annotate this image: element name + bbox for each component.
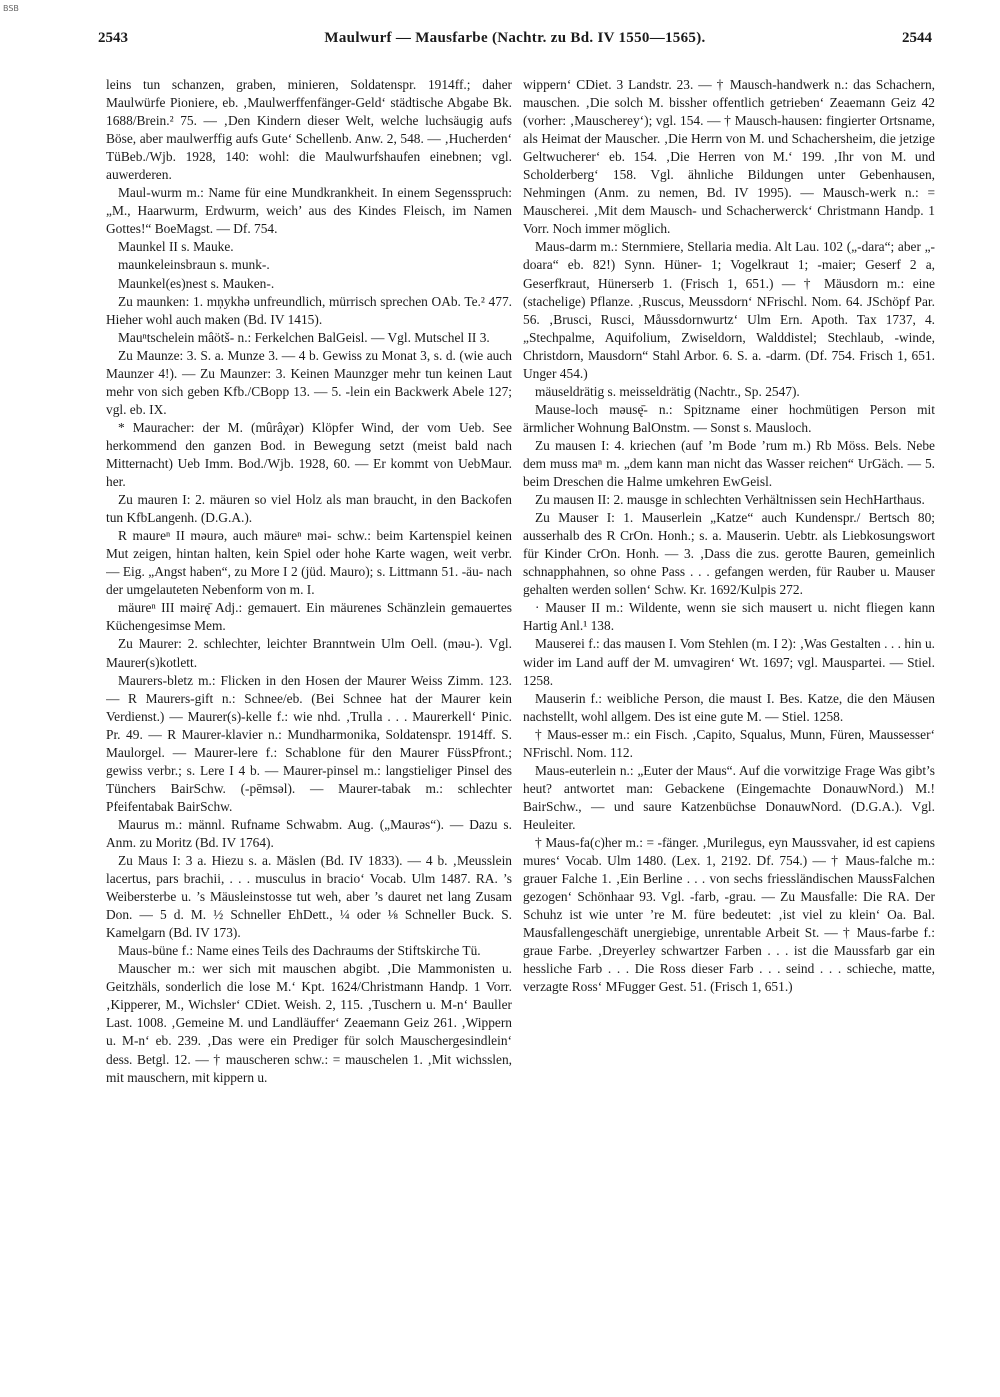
entry-mauracher: * Mauracher: der M. (mûrâχər) Klöpfer Wind, der vom Ueb. See herkommend den ganzen Bod. in Bewegung setzt (meist bald nach Mitternacht) Ueb Imm. Bod./Wjb. 1928, 60. — Er kommt von UebMaur. her. [106, 419, 512, 490]
entry-maus-buene: Maus-büne f.: Name eines Teils des Dachraums der Stiftskirche Tü. [118, 943, 481, 959]
entry-mauren-ii: R maureⁿ II məurə, auch mäureⁿ məi- schw.: beim Kartenspiel keinen Mut zeigen, hintan halten, kein Spiel oder hohe Karte wagen, weit verbr. — Eig. „Angst haben“, zu More I 2 (jüd. Mauro); s. Littmann 51. -äu- nach der umgelauteten Nebenform von m. I. [106, 528, 512, 598]
entry-maunkeleinsbraun: maunkeleinsbraun s. munk-. [118, 257, 270, 273]
entry-mausen-i: Zu mausen I: 4. kriechen (auf ’m Bode ’rum m.) Rb Möss. Bels. Nebe dem muss maⁿ m. „dem kann man nicht das Wasser reichen“ UrGäch. — 5. beim Dreschen die Halme umkehren EwGeisl. [523, 437, 935, 490]
entry-maus-esser: † Maus-esser m.: ein Fisch. ‚Capito, Squalus, Munn, Füren, Maussesser‘ NFrischl. Nom. 112. [523, 726, 935, 760]
entry-maus-i: Zu Maus I: 3 a. Hiezu s. a. Mäslen (Bd. IV 1833). — 4 b. ‚Meusslein lacertus, pars brachii, . . . musculus in bracio‘ Vocab. Ulm 1487. RA. ’s Weibersterbe u. ’s Mäusleinstosse tut weh, aber ’s dauret net lang Zusam Don. — 5 d. M. ½ Schneller EhDett., ¼ oder ⅛ Schneller Buck. S. Kamelgarn (Bd. IV 173). [106, 853, 512, 941]
entry-maulwurf-continued: leins tun schanzen, graben, minieren, Soldatenspr. 1914ff.; daher Maulwürfe Pioniere, eb. ‚Maulwerffenfänger-Geld‘ städtische Abgabe Bk. 1688/Brein.² 75. — ‚Den Kindern dieser Welt, welche luchsäugig aufs Böse, aber maulwerffig aufs Gute‘ Schellenb. Anw. 2, 548. — ‚Hucherden‘ TüBeb./Wjb. 1928, 140: wohl: die Maulwurfshaufen einebnen; vgl. auwerderen. [106, 77, 512, 183]
entry-maunkel-ii: Maunkel II s. Mauke. [118, 239, 234, 255]
page-number-right: 2544 [902, 30, 932, 46]
entry-mauser-ii: · Mauser II m.: Wildente, wenn sie sich mausert u. nicht fliegen kann Hartig Anl.¹ 138. [523, 600, 935, 634]
entry-maul-wurm: Maul-wurm m.: Name für eine Mundkrankheit. In einem Segensspruch: „M., Haarwurm, Erdwurm, weich’ aus des Kindes Fleisch, im Namen Gottes!“ BoeMagst. — Df. 754. [106, 185, 512, 237]
entry-mauserei: Mauserei f.: das mausen I. Vom Stehlen (m. I 2): ‚Was Gestalten . . . hin u. wider im Land auff der M. umvagiren‘ Wt. 1697; vgl. Mauspartei. — Stiel. 1258. [523, 636, 935, 688]
entry-mauntschelein: Mauⁿtschelein mâötš- n.: Ferkelchen BalGeisl. — Vgl. Mutschel II 3. [118, 329, 490, 345]
page-header [98, 30, 932, 52]
entry-maunkelnest: Maunkel(es)nest s. Mauken-. [118, 275, 275, 291]
entry-maunken: Zu maunken: 1. mņykhə unfreundlich, mürrisch sprechen OAb. Te.² 477. Hieher wohl auch maken (Bd. IV 1415). [106, 293, 512, 327]
entry-maurers-bletz: Maurers-bletz m.: Flicken in den Hosen der Maurer Weiss Zimm. 123. — R Maurers-gift n.: Schnee/eb. (Bei Schnee hat der Maurer kein Verdienst.) — Maurer(s)-kelle f.: wie nhd. ‚Trulla . . . Maurerkell‘ Pinic. Pr. 49. — R Maurer-klavier n.: Mundharmonika, Soldatenspr. 1914ff. S. Maulorgel. — Maurer-lere f.: Schablone für den Maurer FüssPfront.; gewiss verbr.; s. Lere I 4 b. — Maurer-pinsel m.: langstieliger Pinsel des Tünchers BairSchw. (-pēmsəl). — Maurer-tabak m.: schlechter Pfeifentabak BairSchw. [106, 672, 512, 814]
running-title: Maulwurf — Mausfarbe (Nachtr. zu Bd. IV 1550—1565). [324, 30, 706, 46]
entry-mausch-handwerk: wippern‘ CDiet. 3 Landstr. 23. — † Mausch-handwerk n.: das Schachern, mauschen. ‚Die solch M. bissher offentlich getrieben‘ Zeaemann Geiz 42 (vorher: ‚Mauscherey‘); vgl. 154. — † Mausch-hausen: fingierter Ortsname, als Heimat der Mauscher. ‚Die Herrn von M. und Schachersheim, die jetzige Geltwucherer‘ eb. 154. ‚Die Herren von M.‘ 199. ‚Ihr von M. und Scholderberg‘ 158. Vgl. ähnliche Bildungen unter Gebenhausen, Nehmingen (Anm. zu nemen, Bd. IV 1995). — Mausch-werk n.: = Mauscherei. ‚Mit dem Mausch- und Schacherwerck‘ Christmann Handp. 1 Vorr. Noch immer möglich. [523, 77, 935, 237]
entry-maus-facher: † Maus-fa(c)her m.: = -fänger. ‚Murilegus, eyn Maussvaher, id est capiens mures‘ Vocab. Ulm 1480. (Lex. 1, 2192. Df. 754.) — † Maus-falche m.: grauer Falche 1. ‚Ein Berline . . . von sechs friessländischen MaussFalchen gezogen‘ Schönhaar 93. Vgl. -farb, -grau. — Zu Mausfalle: Die RA. Der Schuhz ist wie unter ’re M. füre bedeutet: ‚ist viel zu klein‘ Oa. Bal. Mausfallengeschäft unergiebige, unrentable Arbeit St. — † Maus-farbe f.: graue Farbe. ‚Dreyerley schwartzer Farben . . . ist die Maussfarb gar ein hessliche Farb . . . Die Ross dieser Farb . . . seind . . . schieche, matte, verzagte Ross‘ MFugger Gest. 51. (Frisch 1, 651.) [523, 834, 935, 995]
entry-maeuren-iii: mäureⁿ III məirę̄ Adj.: gemauert. Ein mäurenes Schänzlein gemauertes Küchengesimse Mem. [106, 600, 512, 634]
entry-mauserin: Mauserin f.: weibliche Person, die maust I. Bes. Katze, die den Mäusen nachstellt, wohl allgem. Des ist eine gute M. — Stiel. 1258. [523, 690, 935, 724]
entry-mauser-i: Zu Mauser I: 1. Mauserlein „Katze“ auch Kundenspr./ Bertsch 80; ausserhalb des R CrOn. Honh.; s. a. Mauserin. Uebtr. als Liebkosungswort für Kinder CrOn. Honh. — 3. ‚Dass die zus. gerotte Bauren, gemeinlich schnapphahnen, so ohne Pass . . . gefangen werden, für Rauber u. Mauser gehalten werden sollen‘ Schw. Kr. 1692/Kulpis 272. [523, 510, 935, 598]
entry-maurer: Zu Maurer: 2. schlechter, leichter Branntwein Ulm Oell. (məu-). Vgl. Maurer(s)kotlett. [106, 636, 512, 670]
entry-mauren-i: Zu mauren I: 2. mäuren so viel Holz als man braucht, in den Backofen tun KfbLangenh. (D.G.A.). [106, 492, 512, 526]
entry-mauscher: Mauscher m.: wer sich mit mauschen abgibt. ‚Die Mammonisten u. Geitzhäls, sonderlich die lose M.‘ Kpt. 1624/Christmann Handp. 1 Vorr. ‚Kipperer, M., Wichsler‘ CDiet. Weish. 2, 115. ‚Tuschern u. M-n‘ Bauller Last. 1008. ‚Gemeine M. und Landläuffer‘ Zeaemann Geiz 261. ‚Wippern u. M-n‘ eb. 239. ‚Das were ein Prediger für solch Mauschergesindlein‘ dess. Betgl. 12. — † mauscheren schw.: = mauschelen 1. ‚Mit wichsslen, mit mauschern, mit kippern u. [106, 961, 512, 1085]
library-watermark: BSB [3, 4, 19, 13]
left-column [106, 76, 512, 1384]
entry-maurus: Maurus m.: männl. Rufname Schwabm. Aug. („Maurəs“). — Dazu s. Anm. zu Moritz (Bd. IV 1764). [106, 816, 512, 850]
entry-mausen-ii: Zu mausen II: 2. mausge in schlechten Verhältnissen sein HechHarthaus. [535, 492, 925, 508]
entry-maunze: Zu Maunze: 3. S. a. Munze 3. — 4 b. Gewiss zu Monat 3, s. d. (wie auch Maunzer 4!). — Zu Maunzer: 3. Keinen Maunzger mehr tun keinen Laut mehr von sich geben Kfb./CBopp 13. — 5. -lein ein Backwerk Abele 127; vgl. eb. IX. [106, 347, 512, 417]
entry-mause-loch: Mause-loch məusę̄- n.: Spitzname einer hochmütigen Person mit ärmlicher Wohnung BalOnstm. — Sonst s. Mausloch. [523, 401, 935, 435]
right-column [523, 76, 935, 1384]
page-number-left: 2543 [98, 30, 128, 46]
entry-maeuseldraetig: mäuseldrätig s. meisseldrätig (Nachtr., Sp. 2547). [535, 383, 800, 399]
entry-maus-euterlein: Maus-euterlein n.: „Euter der Maus“. Auf die vorwitzige Frage Was gibt’s heut? antwortet man: Gebackene (Eingemachte DonauwNord.) M.! BairSchw., — und saure Katzenbüchse DonauwNord. (D.G.A.). Vgl. Heuleiter. [523, 762, 935, 832]
entry-maus-darm: Maus-darm m.: Sternmiere, Stellaria media. Alt Lau. 102 („-dara“; aber „-doara“ eb. 82!) Synn. Hüner- 1; Vogelkraut 1; -maier; Geserf 2 a, Geserfkraut, Hünerserb 1. (Frisch 1, 651.) — † Mäusdorn m.: eine (stachelige) Pflanze. ‚Ruscus, Meussdorn‘ NFrischl. Nom. 64. JSchöpf Par. 56. ‚Brusci, Rusci, Måussdornwurtz‘ Ulm Ern. Apoth. Tax 1737, 4. „Stechpalme, Aquifolium, Zwiseldorn, Walddistel; Stechlaub, -winde, Christdorn, Mausdorn“ Stahl Arbor. 6. S. a. -darm. (Df. 754. Frisch 1, 651. Unger 454.) [523, 239, 935, 381]
